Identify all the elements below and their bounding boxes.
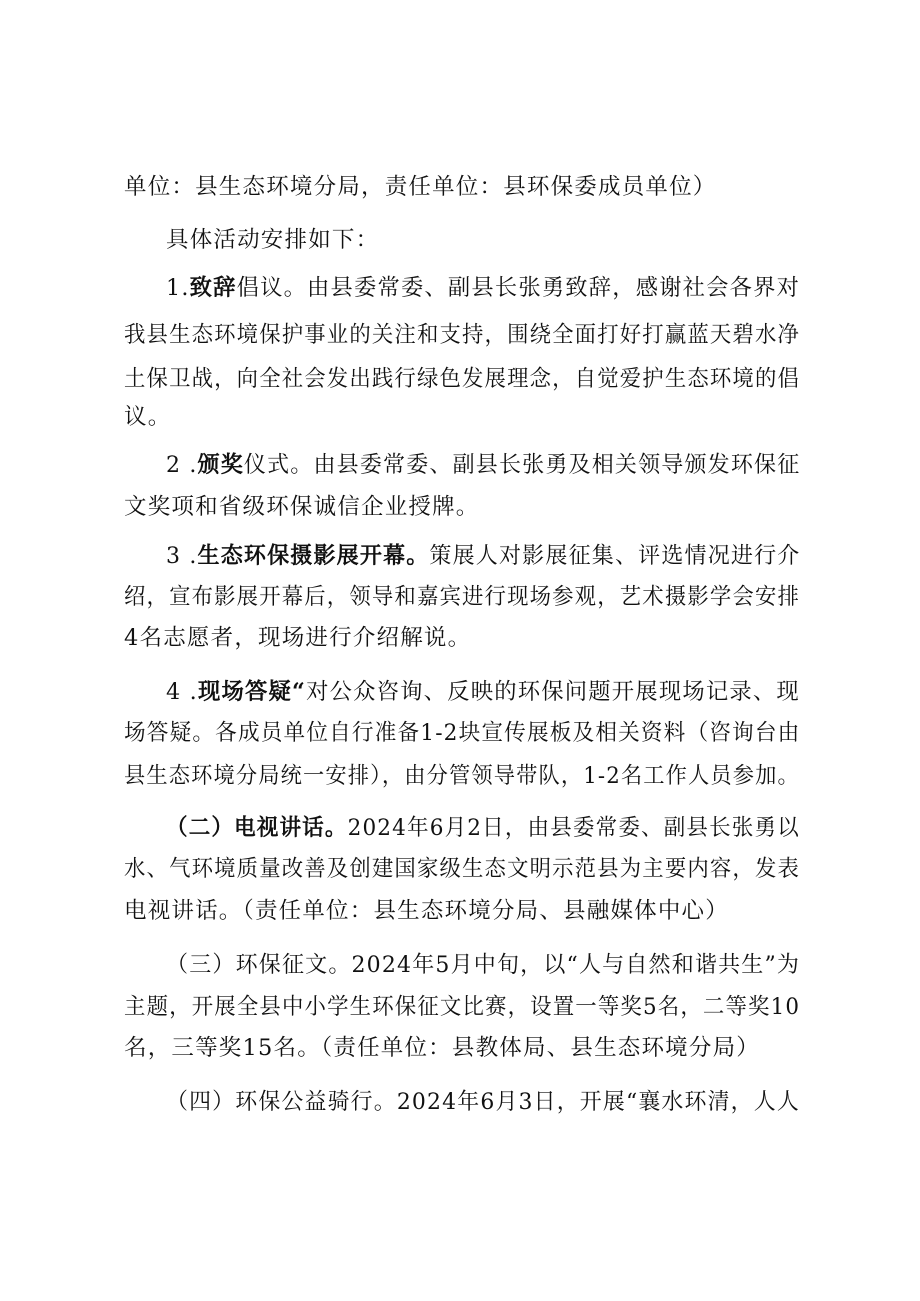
list-text: 对公众咨询、反映的环保问题开展现场记录、现: [306, 679, 800, 705]
list-number: 1.: [166, 275, 190, 301]
list-item-1-first-line: [166, 273, 800, 303]
list-number: 4 .: [166, 679, 198, 705]
section-2-first-line: [166, 813, 800, 843]
list-item-3-first-line: [166, 541, 800, 571]
list-text: 倡议。由县委常委、副县长张勇致辞，感谢社会各界对: [236, 275, 801, 301]
text-line: 单位：县生态环境分局，责任单位：县环保委成员单位）: [124, 174, 717, 200]
text-line: 名，三等奖15名。（责任单位：县教体局、县生态环境分局）: [124, 1035, 760, 1061]
list-heading: 生态环保摄影展开幕。: [197, 543, 430, 569]
text-line: 我县生态环境保护事业的关注和支持，围绕全面打好打赢蓝天碧水净: [124, 322, 801, 348]
text-line: 具体活动安排如下：: [166, 227, 380, 253]
list-item-4-first-line: [166, 677, 800, 707]
list-heading: 颁奖: [197, 452, 244, 478]
text-line: 水、气环境质量改善及创建国家级生态文明示范县为主要内容，发表: [124, 856, 801, 882]
list-heading: 现场答疑“: [197, 679, 307, 705]
text-line: 场答疑。各成员单位自行准备1-2块宣传展板及相关资料（咨询台由: [124, 720, 801, 746]
section-text: 2024年6月2日，由县委常委、副县长张勇以: [347, 815, 800, 841]
text-line: 土保卫战，向全社会发出践行绿色发展理念，自觉爱护生态环境的倡: [124, 366, 801, 392]
section-4-first-line: （四）环保公益骑行。2024年6月3日，开展“襄水环清，人人: [166, 1089, 800, 1115]
text-line: 主题，开展全县中小学生环保征文比赛，设置一等奖5名，二等奖10: [124, 994, 801, 1020]
text-line: 县生态环境分局统一安排），由分管领导带队，1-2名工作人员参加。: [124, 763, 800, 789]
list-text: 策展人对影展征集、评选情况进行介: [429, 543, 801, 569]
section-heading: （二）电视讲话。: [166, 815, 348, 841]
text-line: 电视讲话。（责任单位：县生态环境分局、县融媒体中心）: [124, 898, 729, 924]
list-heading: 致辞: [189, 275, 237, 301]
list-item-2-first-line: [166, 450, 800, 480]
list-number: 3 .: [166, 543, 198, 569]
text-line: 4名志愿者，现场进行介绍解说。: [124, 625, 472, 651]
text-line: 文奖项和省级环保诚信企业授牌。: [124, 494, 480, 520]
text-line: 议。: [124, 404, 172, 430]
list-text: 仪式。由县委常委、副县长张勇及相关领导颁发环保征: [243, 452, 801, 478]
section-3-first-line: （三）环保征文。2024年5月中旬，以“人与自然和谐共生”为: [166, 952, 801, 978]
text-line: 绍，宣布影展开幕后，领导和嘉宾进行现场参观，艺术摄影学会安排: [124, 584, 801, 610]
list-number: 2 .: [166, 452, 198, 478]
